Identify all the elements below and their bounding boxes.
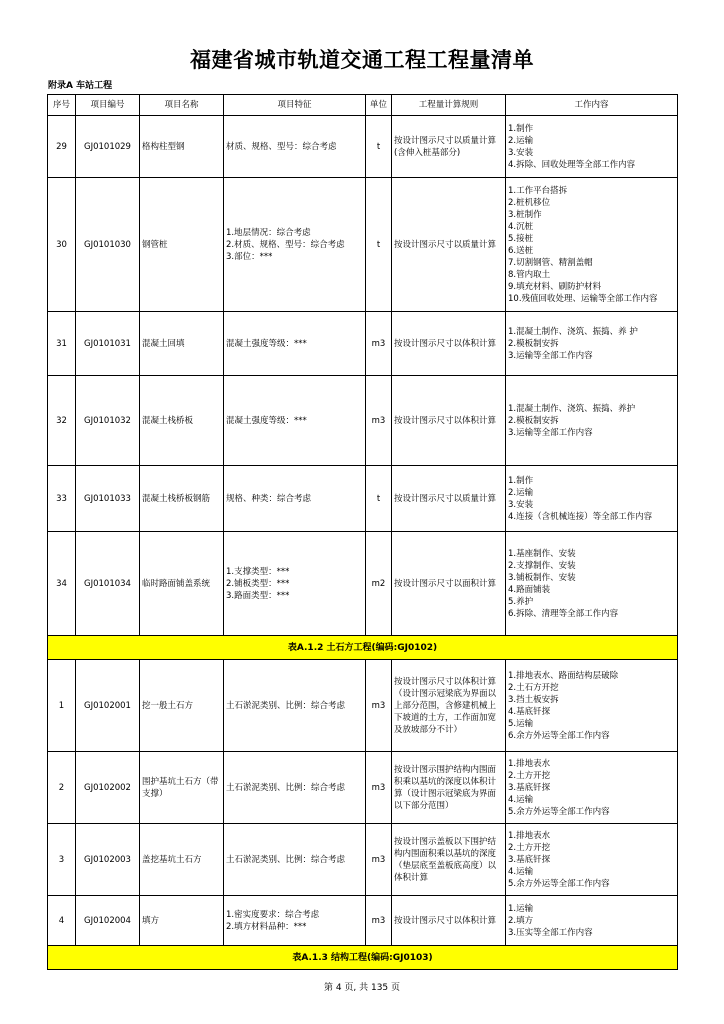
row-name: 混凝土回填 [140,312,224,376]
row-code: GJ0101032 [76,376,140,466]
row-code: GJ0101029 [76,116,140,178]
row-code: GJ0101033 [76,466,140,532]
row-unit: m3 [366,752,392,824]
page-title: 福建省城市轨道交通工程工程量清单 [190,48,534,72]
row-rule: 按设计图示尺寸以面积计算 [392,532,506,636]
row-number: 34 [48,532,76,636]
row-feature: 混凝土强度等级：*** [224,312,366,376]
row-rule: 按设计图示尺寸以体积计算 [392,312,506,376]
row-content: 1.混凝土制作、浇筑、振捣、养 护 2.模板制安拆 3.运输等全部工作内容 [506,312,678,376]
header-content: 工作内容 [506,95,678,116]
table-row [48,660,678,752]
row-rule: 按设计图示尺寸以体积计算（设计图示冠梁底为界面以上部分范围，含修建机械上下坡道的土方，工作面加宽及放坡部分不计） [392,660,506,752]
row-unit: m3 [366,824,392,896]
table-row [48,116,678,178]
row-unit: m3 [366,896,392,946]
section-header-2 [48,636,678,660]
row-number: 4 [48,896,76,946]
section-title-structure: 表A.1.3 结构工程(编码:GJ0103) [48,946,678,970]
row-name: 挖一般土石方 [140,660,224,752]
row-number: 29 [48,116,76,178]
table-row [48,376,678,466]
row-unit: t [366,466,392,532]
bill-of-quantities-table [47,94,678,970]
row-feature: 规格、种类：综合考虑 [224,466,366,532]
row-feature: 混凝土强度等级：*** [224,376,366,466]
row-code: GJ0102004 [76,896,140,946]
row-rule: 按设计图示围护结构内围面积乘以基坑的深度以体积计算（设计图示冠梁底为界面以下部分范围） [392,752,506,824]
row-number: 31 [48,312,76,376]
row-feature: 1.密实度要求：综合考虑 2.填方材料品种：*** [224,896,366,946]
section-header-3 [48,946,678,970]
row-content: 1.排地表水、路面结构层破除 2.土石方开挖 3.挡土板安拆 4.基底钎探 5.运输 6.余方外运等全部工作内容 [506,660,678,752]
row-code: GJ0102001 [76,660,140,752]
row-rule: 按设计图示尺寸以质量计算(含伸入桩基部分) [392,116,506,178]
row-code: GJ0102003 [76,824,140,896]
row-content: 1.基座制作、安装 2.支撑制作、安装 3.铺板制作、安装 4.路面铺装 5.养护 6.拆除、清理等全部工作内容 [506,532,678,636]
header-code: 项目编号 [76,95,140,116]
row-number: 30 [48,178,76,312]
row-name: 格构柱型钢 [140,116,224,178]
row-code: GJ0102002 [76,752,140,824]
row-unit: m3 [366,376,392,466]
row-content: 1.制作 2.运输 3.安装 4.连接（含机械连接）等全部工作内容 [506,466,678,532]
row-unit: m3 [366,660,392,752]
table-body-section1 [48,116,678,636]
table-row [48,312,678,376]
row-name: 钢管桩 [140,178,224,312]
row-code: GJ0101030 [76,178,140,312]
row-rule: 按设计图示尺寸以质量计算 [392,466,506,532]
row-feature: 土石淤泥类别、比例：综合考虑 [224,824,366,896]
table-row [48,752,678,824]
row-name: 盖挖基坑土石方 [140,824,224,896]
row-content: 1.运输 2.填方 3.压实等全部工作内容 [506,896,678,946]
row-content: 1.混凝土制作、浇筑、振捣、养护 2.模板制安拆 3.运输等全部工作内容 [506,376,678,466]
row-code: GJ0101034 [76,532,140,636]
header-name: 项目名称 [140,95,224,116]
row-unit: t [366,178,392,312]
row-rule: 按设计图示尺寸以体积计算 [392,376,506,466]
row-content: 1.排地表水 2.土方开挖 3.基底钎探 4.运输 5.余方外运等全部工作内容 [506,752,678,824]
row-content: 1.排地表水 2.土方开挖 3.基底钎探 4.运输 5.余方外运等全部工作内容 [506,824,678,896]
row-rule: 按设计图示尺寸以体积计算 [392,896,506,946]
row-unit: m2 [366,532,392,636]
row-number: 2 [48,752,76,824]
table-row [48,824,678,896]
table-row [48,532,678,636]
table-header-row [48,95,678,116]
page-footer: 第 4 页, 共 135 页 [323,983,401,993]
table-row [48,896,678,946]
table-row [48,466,678,532]
row-number: 33 [48,466,76,532]
row-number: 1 [48,660,76,752]
row-feature: 材质、规格、型号：综合考虑 [224,116,366,178]
header-rule: 工程量计算规则 [392,95,506,116]
row-name: 围护基坑土石方（带支撑） [140,752,224,824]
header-feature: 项目特征 [224,95,366,116]
appendix-label: 附录A 车站工程 [48,81,113,91]
row-name: 混凝土栈桥板 [140,376,224,466]
header-no: 序号 [48,95,76,116]
row-content: 1.工作平台搭拆 2.桩机移位 3.桩制作 4.沉桩 5.接桩 6.送桩 7.切割钢管、精割盖帽 8.管内取土 9.填充材料、刷防护材料 10.残值回收处理、运输等全部工作内容 [506,178,678,312]
row-feature: 1.支撑类型：*** 2.铺板类型：*** 3.路面类型：*** [224,532,366,636]
row-rule: 按设计图示尺寸以质量计算 [392,178,506,312]
row-unit: m3 [366,312,392,376]
row-number: 32 [48,376,76,466]
row-name: 临时路面铺盖系统 [140,532,224,636]
row-rule: 按设计图示盖板以下围护结构内围面积乘以基坑的深度（垫层底至盖板底高度）以体积计算 [392,824,506,896]
table-body-section2 [48,660,678,946]
row-content: 1.制作 2.运输 3.安装 4.拆除、回收处理等全部工作内容 [506,116,678,178]
row-code: GJ0101031 [76,312,140,376]
row-name: 混凝土栈桥板钢筋 [140,466,224,532]
header-unit: 单位 [366,95,392,116]
row-unit: t [366,116,392,178]
row-number: 3 [48,824,76,896]
row-feature: 土石淤泥类别、比例：综合考虑 [224,660,366,752]
row-feature: 土石淤泥类别、比例：综合考虑 [224,752,366,824]
section-title-earthwork: 表A.1.2 土石方工程(编码:GJ0102) [48,636,678,660]
row-feature: 1.地层情况：综合考虑 2.材质、规格、型号：综合考虑 3.部位：*** [224,178,366,312]
row-name: 填方 [140,896,224,946]
table-row [48,178,678,312]
